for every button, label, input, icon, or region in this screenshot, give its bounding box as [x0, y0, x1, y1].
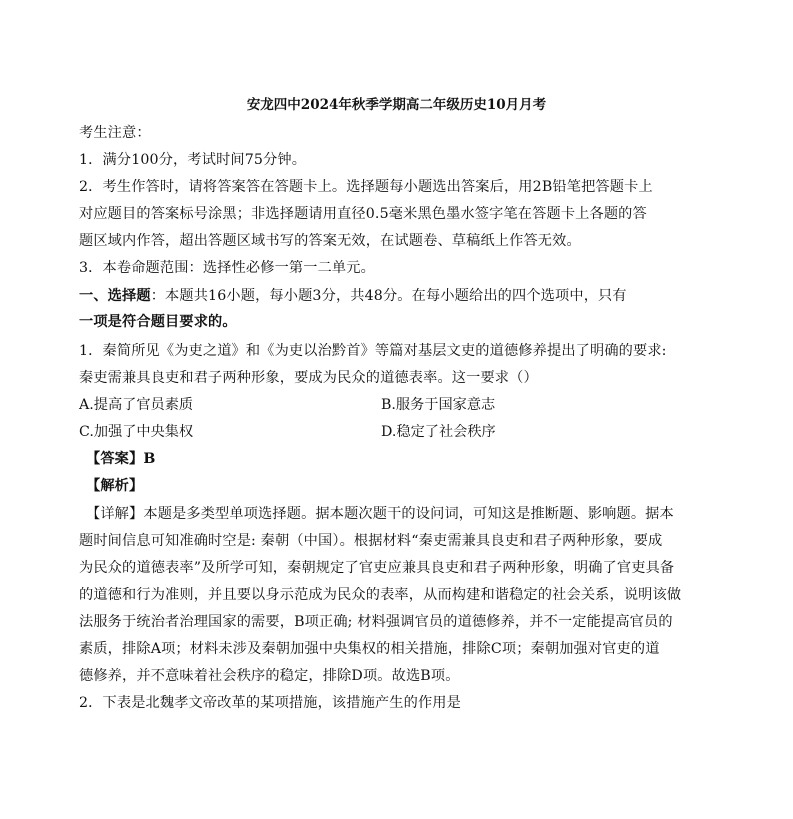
section-instructions: ：本题共16小题，每小题3分，共48分。在每小题给出的四个选项中，只有 — [150, 288, 627, 304]
section-heading — [79, 286, 719, 306]
section-instructions-line-2: 一项是符合题目要求的。 — [79, 314, 237, 330]
notice-item-1: 1．满分100分，考试时间75分钟。 — [79, 152, 307, 168]
q1-answer-value: B — [143, 451, 156, 467]
notice-item-2-line-3: 题区域内作答，超出答题区域书写的答案无效，在试题卷、草稿纸上作答无效。 — [79, 233, 581, 249]
section-label: 一、选择题 — [79, 288, 151, 304]
q1-stem-line-2: 秦吏需兼具良吏和君子两种形象，要成为民众的道德表率。这一要求（） — [79, 370, 538, 386]
q1-analysis-label: 【解析】 — [86, 478, 144, 494]
notice-item-2-line-1: 2．考生作答时，请将答案答在答题卡上。选择题每小题选出答案后，用2B铅笔把答题卡上 — [79, 179, 653, 195]
q1-option-b: B.服务于国家意志 — [381, 397, 496, 413]
q1-option-a: A.提高了官员素质 — [79, 397, 194, 413]
notice-heading: 考生注意： — [79, 125, 151, 141]
q1-detail-line-2: 题时间信息可知准确时空是: 秦朝（中国）。根据材料“秦吏需兼具良吏和君子两种形象，要成 — [79, 533, 663, 549]
exam-title: 安龙四中2024年秋季学期高二年级历史10月月考 — [246, 97, 547, 113]
notice-item-2-line-2: 对应题目的答案标号涂黑；非选择题请用直径0.5毫米黑色墨水签字笔在答题卡上各题的答 — [79, 206, 647, 222]
q1-detail-line-1: 【详解】本题是多类型单项选择题。据本题次题干的设问词，可知这是推断题、影响题。据本 — [86, 506, 674, 522]
q1-detail-line-6: 素质，排除A项；材料未涉及秦朝加强中央集权的相关措施，排除C项；秦朝加强对官吏的道 — [79, 641, 660, 657]
q1-detail-line-3: 为民众的道德表率”及所学可知，秦朝规定了官吏应兼具良吏和君子两种形象，明确了官吏具备 — [79, 560, 675, 576]
q1-detail-line-4: 的道德和行为准则，并且要以身示范成为民众的表率，从而构建和谐稳定的社会关系，说明该做 — [79, 587, 682, 603]
q2-stem-line-1: 2．下表是北魏孝文帝改革的某项措施，该措施产生的作用是 — [79, 695, 461, 711]
q1-option-c: C.加强了中央集权 — [79, 424, 194, 440]
q1-option-d: D.稳定了社会秩序 — [381, 424, 496, 440]
q1-detail-line-5: 法服务于统治者治理国家的需要，B项正确; 材料强调官员的道德修养，并不一定能提高官员的 — [79, 614, 673, 630]
q1-answer-label: 【答案】 — [86, 451, 144, 467]
q1-answer — [86, 449, 726, 469]
q1-stem-line-1: 1．秦简所见《为吏之道》和《为吏以治黔首》等篇对基层文吏的道德修养提出了明确的要求: — [79, 343, 667, 359]
notice-item-3: 3．本卷命题范围：选择性必修一第一二单元。 — [79, 260, 375, 276]
q1-detail-line-7: 德修养，并不意味着社会秩序的稳定，排除D项。故选B项。 — [79, 668, 460, 684]
